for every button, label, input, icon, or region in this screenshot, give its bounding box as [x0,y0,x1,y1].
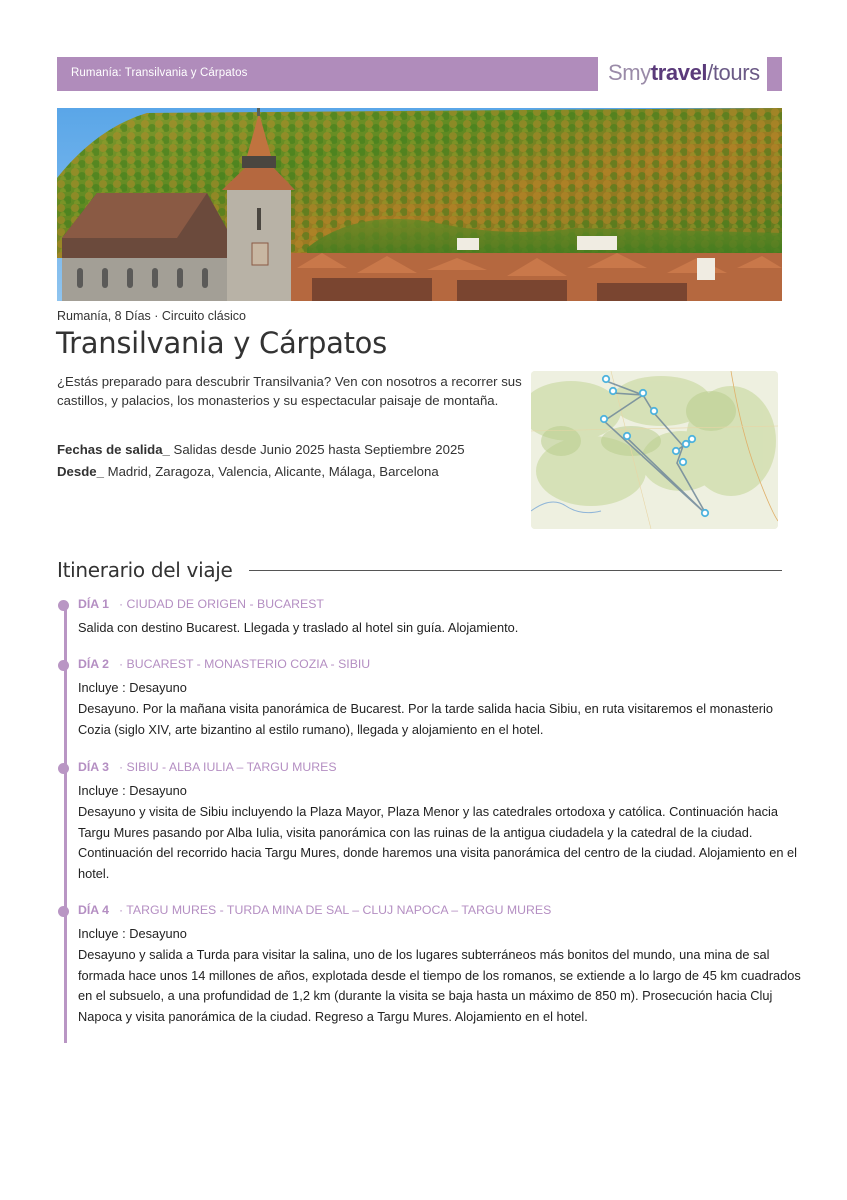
trip-intro: ¿Estás preparado para descubrir Transilvania? Ven con nosotros a recorrer sus castillos, y palacios, los monasterios y su espectacular paisaje de montaña. [57,374,522,408]
map-marker[interactable] [702,510,708,516]
day-number: DÍA 1 [78,597,109,611]
day-includes: Incluye : Desayuno [78,783,187,798]
departure-dates-value: Salidas desde Junio 2025 hasta Septiembre 2025 [169,442,465,457]
itinerary-divider [249,570,782,571]
day-number: DÍA 2 [78,657,109,671]
day-heading [78,657,370,671]
logo-part-smy: Smy [608,60,651,85]
page-title: Transilvania y Cárpatos [56,326,387,360]
map-marker[interactable] [603,376,609,382]
brand-logo[interactable] [608,58,760,90]
logo-accent-bar [767,57,782,91]
departure-cities [57,464,439,479]
map-marker[interactable] [680,459,686,465]
day-heading [78,597,324,611]
map-marker[interactable] [601,416,607,422]
route-map[interactable] [531,371,778,529]
day-route: · CIUDAD DE ORIGEN - BUCAREST [118,597,324,611]
day-body [78,781,808,885]
departure-dates-label: Fechas de salida_ [57,442,170,457]
map-marker[interactable] [689,436,695,442]
day-route: · TARGU MURES - TURDA MINA DE SAL – CLUJ NAPOCA – TARGU MURES [118,903,552,917]
timeline-dot [58,660,69,671]
day-description: Desayuno y salida a Turda para visitar la salina, uno de los lugares subterráneos más bonitos del mundo, una mina de sal formada hace unos 14 millones de años, explotada desde el tiempo de los romanos, se extiende a lo largo de 45 km cuadrados en el subsuelo, a una profundidad de 1,2 km (durante la visita se baja hasta un máximo de 850 m). Prosecución hacia Cluj Napoca y visita panorámica de la ciudad. Regreso a Targu Mures. Alojamiento en el hotel. [78,946,801,1025]
day-description: Desayuno. Por la mañana visita panorámica de Bucarest. Por la tarde salida hacia Sibiu, en ruta visitaremos el monasterio Cozia (siglo XIV, arte bizantino al estilo rumano), llegada y alojamiento en el hotel. [78,700,773,737]
day-number: DÍA 3 [78,760,109,774]
breadcrumb: Rumanía: Transilvania y Cárpatos [71,67,248,79]
day-route: · SIBIU - ALBA IULIA – TARGU MURES [118,760,337,774]
timeline-dot [58,763,69,774]
itinerary-title: Itinerario del viaje [57,558,233,582]
day-heading [78,903,551,917]
map-marker[interactable] [651,408,657,414]
map-marker[interactable] [640,390,646,396]
day-number: DÍA 4 [78,903,109,917]
logo-part-tours: /tours [707,60,760,85]
map-marker[interactable] [673,448,679,454]
day-route: · BUCAREST - MONASTERIO COZIA - SIBIU [118,657,371,671]
timeline-dot [58,906,69,917]
day-description: Salida con destino Bucarest. Llegada y traslado al hotel sin guía. Alojamiento. [78,620,519,635]
header-bar [57,57,598,91]
route-map-graphic [531,371,778,529]
day-includes: Incluye : Desayuno [78,680,187,695]
map-marker[interactable] [624,433,630,439]
departure-dates [57,442,465,457]
map-marker[interactable] [683,441,689,447]
day-description: Desayuno y visita de Sibiu incluyendo la Plaza Mayor, Plaza Menor y las catedrales ortodoxa y católica. Continuación hacia Targu Mures pasando por Alba Iulia, visita panorámica con las ruinas de la antigua ciudadela y la catedral de la ciudad. Continuación del recorrido hacia Targu Mures, donde haremos una visita panorámica del centro de la ciudad. Alojamiento en el hotel. [78,803,797,882]
logo-part-travel: travel [650,60,708,85]
day-body [78,678,808,740]
day-heading [78,760,337,774]
day-body [78,924,808,1028]
hero-image [57,108,782,301]
day-includes: Incluye : Desayuno [78,926,187,941]
map-marker[interactable] [610,388,616,394]
hero-illustration [57,108,782,301]
departure-cities-value: Madrid, Zaragoza, Valencia, Alicante, Málaga, Barcelona [103,464,439,479]
trip-subtitle: Rumanía, 8 Días · Circuito clásico [57,309,246,323]
timeline-dot [58,600,69,611]
departure-cities-label: Desde_ [57,464,104,479]
